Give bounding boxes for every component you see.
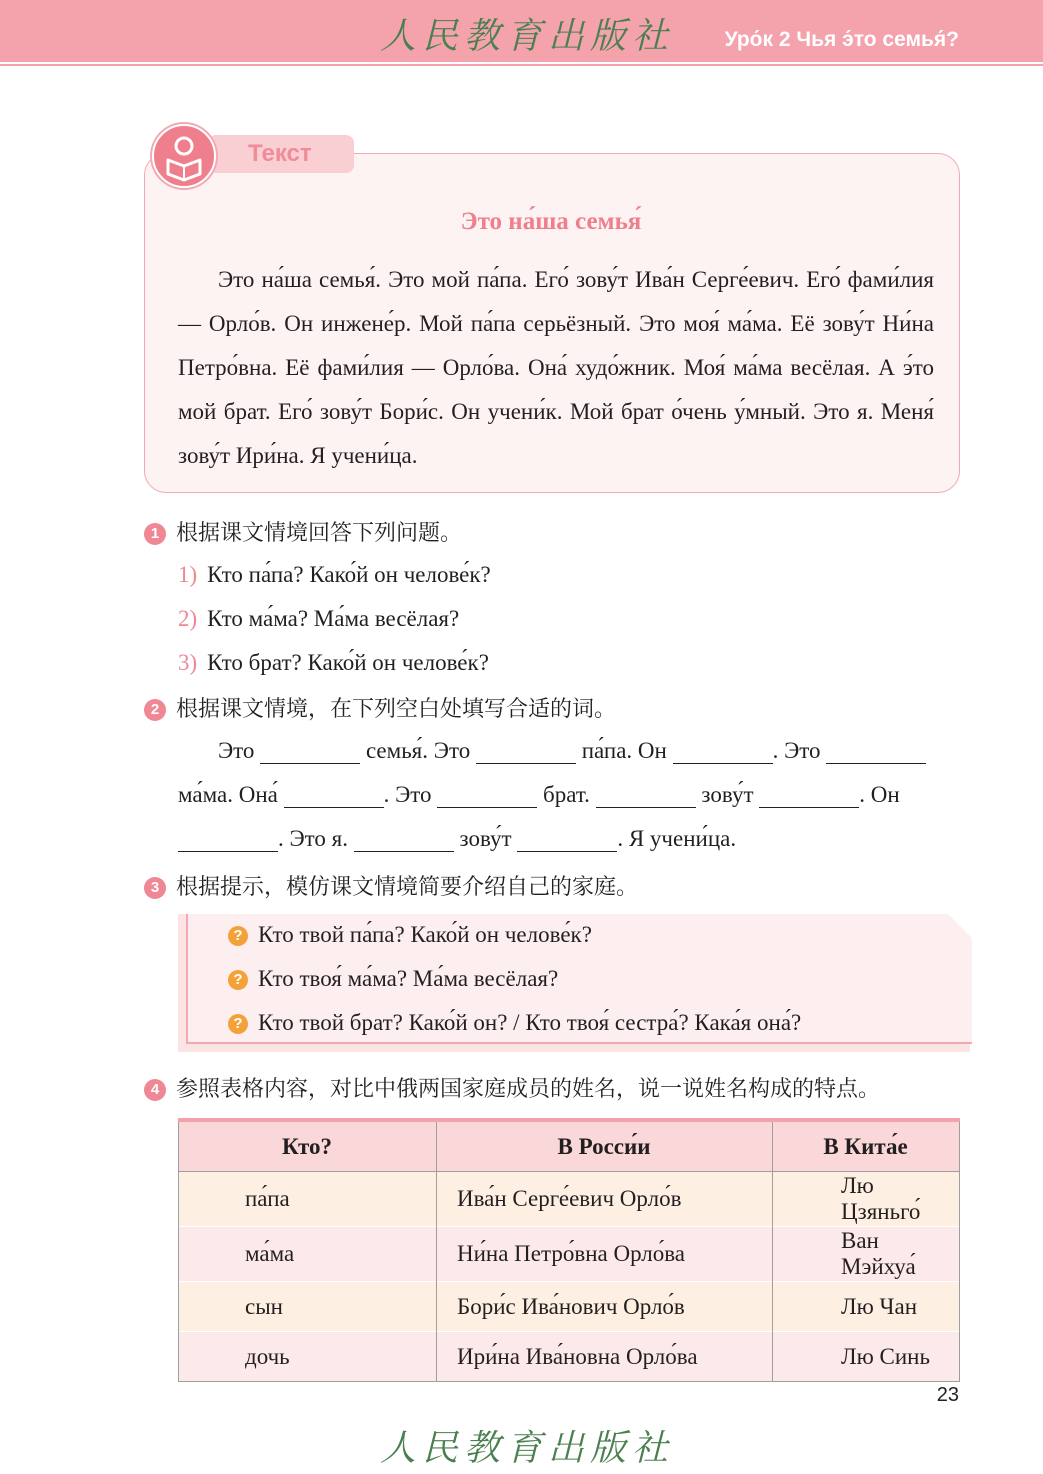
question-number: 2) (178, 606, 198, 631)
fill-text: . Это (772, 738, 821, 763)
task-1 (144, 516, 462, 547)
fill-text: ма́ма. Она́ (178, 782, 278, 807)
fill-text: . Я учени́ца. (617, 826, 737, 851)
table-cell: Ван Мэйхуа́ (773, 1227, 960, 1282)
fill-text: . Это я. (278, 826, 349, 851)
fill-text: Это (218, 738, 255, 763)
task-4 (144, 1072, 880, 1103)
blank-field[interactable] (517, 827, 617, 852)
fill-text: брат. (543, 782, 590, 807)
fill-text: зову́т (701, 782, 754, 807)
blank-field[interactable] (437, 783, 537, 808)
question-number: 3) (178, 650, 198, 675)
blank-field[interactable] (673, 739, 773, 764)
task-number-badge: 3 (144, 877, 166, 899)
table-header-row (179, 1120, 960, 1172)
blank-field[interactable] (476, 739, 576, 764)
task-instruction: 根据提示，模仿课文情境简要介绍自己的家庭。 (176, 875, 639, 900)
names-table (178, 1118, 960, 1382)
task-number-badge: 2 (144, 699, 166, 721)
question-item (178, 606, 459, 632)
task-instruction: 参照表格内容，对比中俄两国家庭成员的姓名，说一说姓名构成的特点。 (176, 1077, 881, 1102)
question-mark-icon: ? (228, 970, 248, 990)
task-instruction: 根据课文情境，在下列空白处填写合适的词。 (176, 697, 617, 722)
lesson-title: Уро́к 2 Чья э́то семья́? (724, 28, 959, 51)
hint-text: Кто твой брат? Како́й он? / Кто твоя́ сестра́? Кака́я она́? (258, 1010, 802, 1035)
question-text: Кто брат? Како́й он челове́к? (207, 650, 489, 675)
hint-text: Кто твой па́па? Како́й он челове́к? (258, 922, 592, 947)
question-text: Кто ма́ма? Ма́ма весёлая? (207, 606, 460, 631)
table-row (179, 1227, 960, 1282)
header-divider (0, 64, 1043, 66)
task-2 (144, 692, 616, 723)
blank-field[interactable] (596, 783, 696, 808)
task-instruction: 根据课文情境回答下列问题。 (176, 521, 463, 546)
table-cell: сын (179, 1282, 437, 1332)
story-paragraph: Это на́ша семья́. Это мой па́па. Его́ зову́т Ива́н Серге́евич. Его́ фами́лия — Орло́в. Он инжене́р. Мой па́па серьёзный. Это моя́ ма́ма. Её зову́т Ни́на Петро́вна. Её фами́лия — Орло́ва. Она́ худо́жник. Моя́ ма́ма весёлая. А э́то мой брат. Его́ зову́т Бори́с. Он учени́к. Мой брат о́чень у́мный. Это я. Меня́ зову́т Ири́на. Я учени́ца. (178, 267, 934, 468)
hint-item (228, 1010, 801, 1036)
hint-box-corner (948, 914, 972, 938)
fill-text: па́па. Он (581, 738, 667, 763)
hint-item (228, 922, 592, 948)
task-3 (144, 870, 638, 901)
story-text (178, 258, 934, 478)
fill-line-3 (178, 826, 736, 852)
table-cell: па́па (179, 1172, 437, 1227)
question-item (178, 562, 491, 588)
table-cell: Лю Синь (773, 1332, 960, 1382)
table-cell: Ири́на Ива́новна Орло́ва (437, 1332, 773, 1382)
question-mark-icon: ? (228, 1014, 248, 1034)
hint-item (228, 966, 558, 992)
blank-field[interactable] (178, 827, 278, 852)
task-number-badge: 1 (144, 523, 166, 545)
blank-field[interactable] (260, 739, 360, 764)
table-cell: Лю Чан (773, 1282, 960, 1332)
fill-line-1 (218, 738, 926, 764)
table-row (179, 1172, 960, 1227)
column-header: Кто? (179, 1120, 437, 1172)
table-cell: ма́ма (179, 1227, 437, 1282)
footer-publisher-logo: 人民教育出版社 (380, 1428, 675, 1469)
question-mark-icon: ? (228, 926, 248, 946)
table-cell: Ни́на Петро́вна Орло́ва (437, 1227, 773, 1282)
column-header: В Росси́и (437, 1120, 773, 1172)
hint-text: Кто твоя́ ма́ма? Ма́ма весёлая? (258, 966, 559, 991)
table-row (179, 1332, 960, 1382)
blank-field[interactable] (826, 739, 926, 764)
text-tab-label: Текст (248, 140, 312, 167)
table-cell: Лю Цзяньго́ (773, 1172, 960, 1227)
column-header: В Кита́е (773, 1120, 960, 1172)
table-row (179, 1282, 960, 1332)
question-text: Кто па́па? Како́й он челове́к? (207, 562, 491, 587)
question-item (178, 650, 489, 676)
fill-text: семья́. Это (365, 738, 471, 763)
task-number-badge: 4 (144, 1079, 166, 1101)
reader-icon (152, 124, 216, 188)
blank-field[interactable] (284, 783, 384, 808)
table-cell: дочь (179, 1332, 437, 1382)
question-number: 1) (178, 562, 198, 587)
story-title: Это на́ша семья́ (460, 208, 642, 235)
fill-text: зову́т (459, 826, 512, 851)
fill-line-2 (178, 782, 900, 808)
table-cell: Бори́с Ива́нович Орло́в (437, 1282, 773, 1332)
blank-field[interactable] (354, 827, 454, 852)
fill-text: . Это (383, 782, 432, 807)
table-cell: Ива́н Серге́евич Орло́в (437, 1172, 773, 1227)
publisher-logo: 人民教育出版社 (380, 16, 675, 57)
blank-field[interactable] (759, 783, 859, 808)
fill-text: . Он (859, 782, 900, 807)
page-number: 23 (936, 1384, 959, 1406)
